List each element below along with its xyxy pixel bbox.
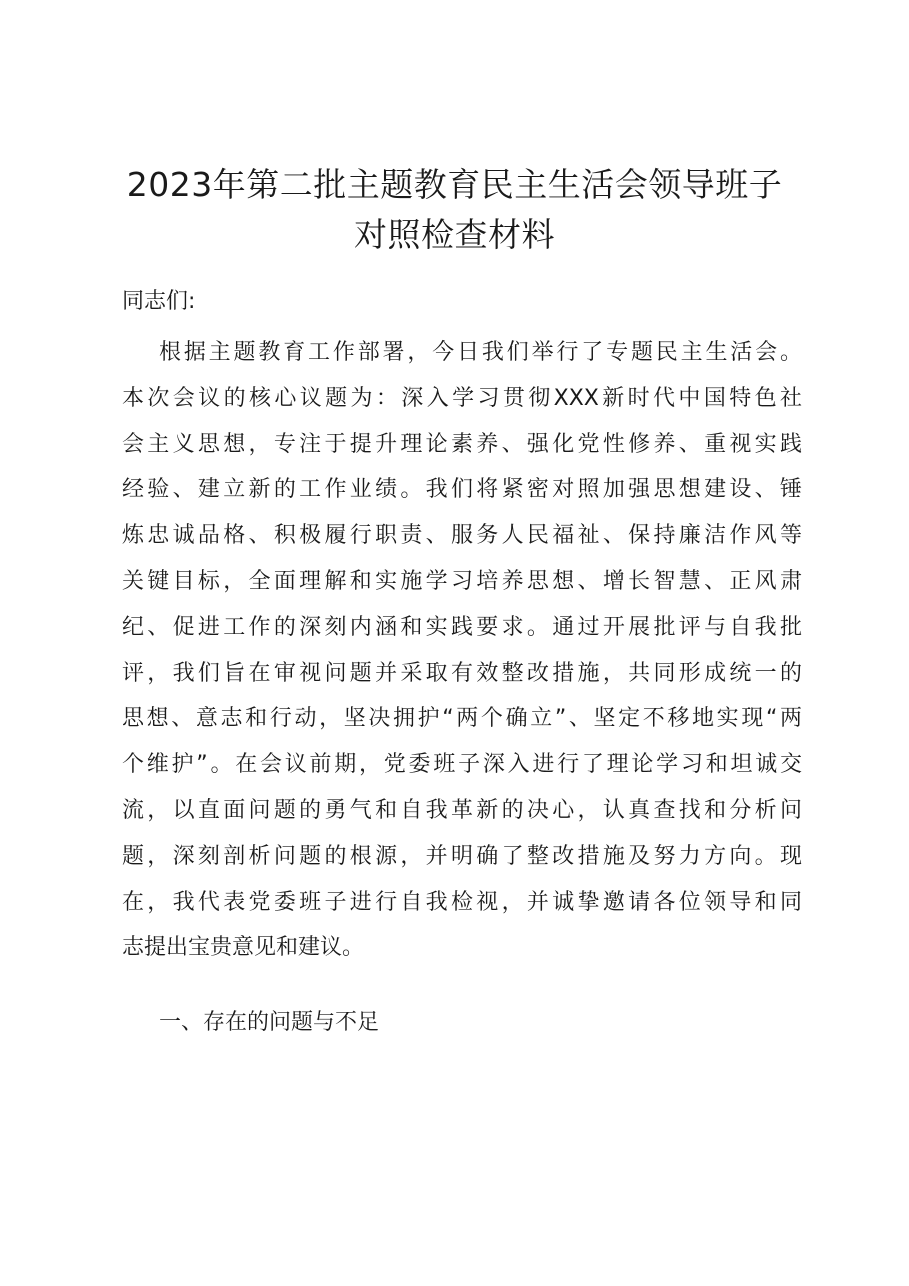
paragraph-line: 经验、建立新的工作业绩。我们将紧密对照加强思想建设、锤	[122, 477, 802, 503]
title-line-2: 对照检查材料	[354, 215, 555, 254]
title-line-1: 2023年第二批主题教育民主生活会领导班子	[126, 165, 783, 204]
body-paragraph	[122, 330, 802, 971]
paragraph-line: 在，我代表党委班子进行自我检视，并诚挚邀请各位领导和同	[122, 889, 802, 915]
paragraph-line: 会主义思想，专注于提升理论素养、强化党性修养、重视实践	[122, 431, 802, 457]
paragraph-line: 思想、意志和行动，坚决拥护“两个确立”、坚定不移地实现“两	[122, 706, 802, 732]
paragraph-line: 炼忠诚品格、积极履行职责、服务人民福祉、保持廉洁作风等	[122, 523, 802, 549]
section-heading: 一、存在的问题与不足	[159, 1010, 380, 1035]
paragraph-line: 根据主题教育工作部署，今日我们举行了专题民主生活会。	[159, 340, 802, 365]
paragraph-line: 关键目标，全面理解和实施学习培养思想、增长智慧、正风肃	[122, 568, 802, 594]
paragraph-line: 纪、促进工作的深刻内涵和实践要求。通过开展批评与自我批	[122, 614, 802, 640]
paragraph-line: 个维护”。在会议前期，党委班子深入进行了理论学习和坦诚交	[122, 752, 802, 778]
paragraph-line: 评，我们旨在审视问题并采取有效整改措施，共同形成统一的	[122, 660, 802, 686]
paragraph-line: 本次会议的核心议题为：深入学习贯彻XXX新时代中国特色社	[122, 385, 802, 411]
document-title	[100, 160, 809, 260]
paragraph-line: 流，以直面问题的勇气和自我革新的决心，认真查找和分析问	[122, 797, 802, 823]
salutation: 同志们:	[122, 289, 196, 314]
paragraph-line: 题，深刻剖析问题的根源，并明确了整改措施及努力方向。现	[122, 843, 802, 869]
paragraph-line: 志提出宝贵意见和建议。	[122, 935, 365, 961]
